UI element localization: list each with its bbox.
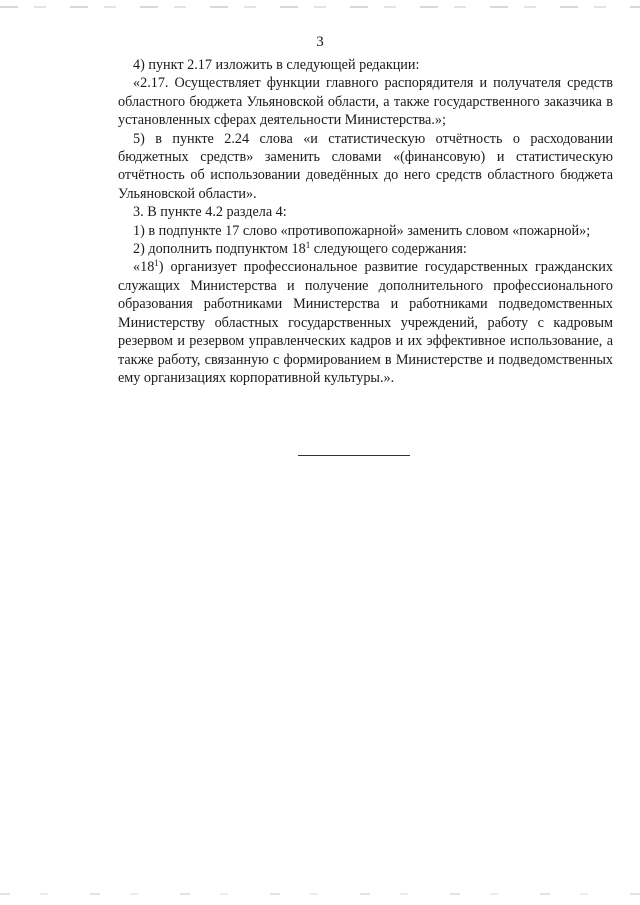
paragraph-text: «2.17. Осуществляет функции главного распорядителя и получателя средств областного бюджета Ульяновской области, а также государственного заказчика в установленных сферах деятельности Министерства.»;: [118, 75, 613, 129]
paragraph-section-3: [118, 203, 613, 221]
paragraph-clause-18-1: [118, 258, 613, 387]
paragraph-item-4: [118, 56, 613, 74]
document-body: [118, 56, 613, 387]
paragraph-item-5: [118, 130, 613, 204]
paragraph-text: 5) в пункте 2.24 слова «и статистическую отчётность о расходовании бюджетных средств» заменить словами «(финансовую) и статистическую отчётность об использовании доведённых до него средств областного бюджета Ульяновской области».: [118, 130, 613, 202]
paragraph-clause-2-17: [118, 74, 613, 129]
paragraph-text: 4) пункт 2.17 изложить в следующей редакции:: [133, 57, 420, 73]
paragraph-text: следующего содержания:: [310, 241, 467, 258]
paragraph-text: 3. В пункте 4.2 раздела 4:: [133, 204, 287, 221]
page-number: 3: [316, 34, 324, 50]
scan-edge-top: [0, 6, 640, 8]
paragraph-text: 1) в подпункте 17 слово «противопожарной» заменить словом «пожарной»;: [133, 222, 591, 239]
superscript: 1: [154, 258, 159, 269]
paragraph-text: «18: [133, 259, 155, 276]
closing-separator-line: [298, 455, 410, 456]
scan-edge-bottom: [0, 893, 640, 895]
superscript: 1: [305, 240, 311, 251]
paragraph-text: ) организует профессиональное развитие государственных гражданских служащих Министерства и получение дополнительного профессионального образования работниками Министерства и работниками подведомственных Министерству областных государственных учреждений, работу с кадровым резервом и резервом управленческих кадров и их эффективное использование, а также работу, связанную с формированием в Министерстве и подведомственных ему организациях корпоративной культуры.».: [118, 259, 613, 386]
paragraph-subitem-2: [118, 240, 613, 258]
paragraph-text: 2) дополнить подпунктом 18: [133, 241, 306, 258]
paragraph-subitem-1: [118, 222, 613, 240]
